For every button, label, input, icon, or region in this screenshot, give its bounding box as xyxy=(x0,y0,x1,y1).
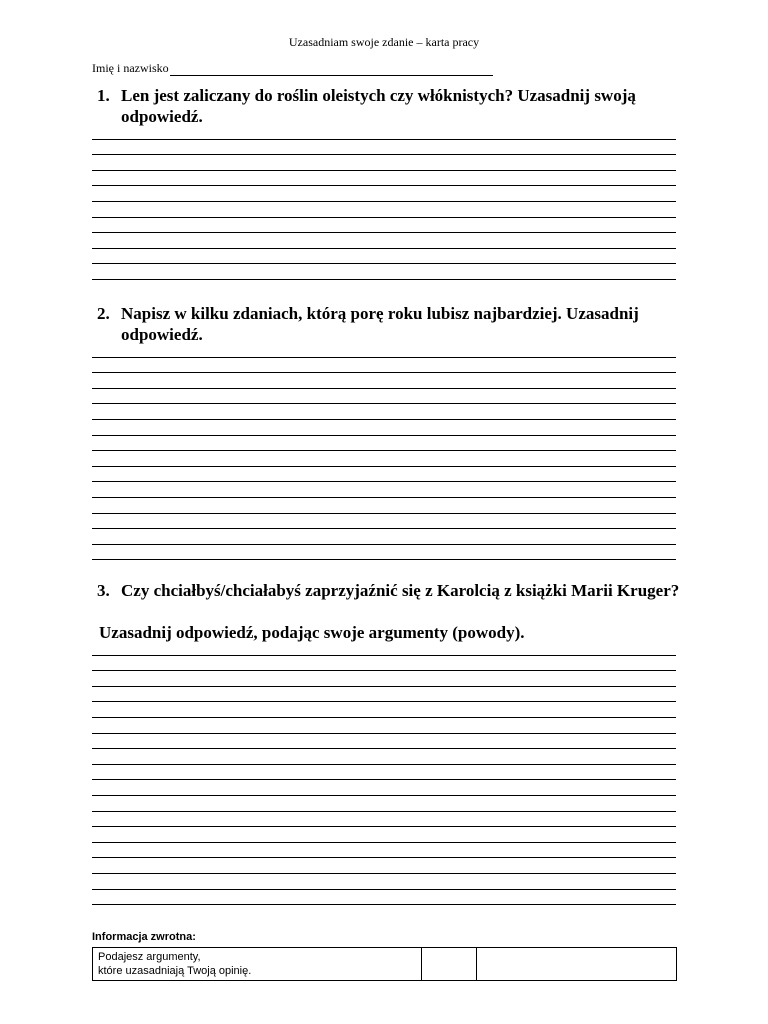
name-field-row xyxy=(92,61,493,76)
question-2 xyxy=(97,303,687,345)
feedback-label: Informacja zwrotna: xyxy=(92,931,196,943)
question-text: Napisz w kilku zdaniach, którą porę roku lubisz najbardziej. Uzasadnij odpowiedź. xyxy=(121,304,639,344)
question-number: 1. xyxy=(97,86,110,105)
feedback-table xyxy=(92,947,677,981)
answer-line[interactable] xyxy=(92,640,676,656)
question-number: 2. xyxy=(97,304,110,323)
answer-line[interactable] xyxy=(92,749,676,765)
question-text: Czy chciałbyś/chciałabyś zaprzyjaźnić się z Karolcią z książki Marii Kruger? xyxy=(121,581,680,600)
answer-line[interactable] xyxy=(92,718,676,734)
feedback-criterion-line2: które uzasadniają Twoją opinię. xyxy=(98,965,252,977)
feedback-check-cell[interactable] xyxy=(422,948,477,981)
answer-line[interactable] xyxy=(92,389,676,405)
answer-lines-1[interactable] xyxy=(92,124,676,280)
name-label: Imię i nazwisko xyxy=(92,61,169,75)
answer-line[interactable] xyxy=(92,498,676,514)
answer-line[interactable] xyxy=(92,765,676,781)
answer-line[interactable] xyxy=(92,827,676,843)
answer-line[interactable] xyxy=(92,858,676,874)
answer-line[interactable] xyxy=(92,202,676,218)
answer-line[interactable] xyxy=(92,373,676,389)
answer-line[interactable] xyxy=(92,124,676,140)
answer-line[interactable] xyxy=(92,233,676,249)
answer-lines-2[interactable] xyxy=(92,342,676,560)
answer-line[interactable] xyxy=(92,780,676,796)
name-input-line[interactable] xyxy=(170,64,493,76)
answer-line[interactable] xyxy=(92,358,676,374)
answer-lines-3[interactable] xyxy=(92,640,676,905)
answer-line[interactable] xyxy=(92,529,676,545)
answer-line[interactable] xyxy=(92,796,676,812)
answer-line[interactable] xyxy=(92,545,676,561)
answer-line[interactable] xyxy=(92,249,676,265)
answer-line[interactable] xyxy=(92,482,676,498)
question-number: 3. xyxy=(97,581,110,600)
feedback-comment-cell[interactable] xyxy=(477,948,677,981)
answer-line[interactable] xyxy=(92,186,676,202)
answer-line[interactable] xyxy=(92,404,676,420)
answer-line[interactable] xyxy=(92,140,676,156)
answer-line[interactable] xyxy=(92,264,676,280)
question-text: Len jest zaliczany do roślin oleistych czy włóknistych? Uzasadnij swoją odpowiedź. xyxy=(121,86,636,126)
answer-line[interactable] xyxy=(92,734,676,750)
answer-line[interactable] xyxy=(92,342,676,358)
answer-line[interactable] xyxy=(92,451,676,467)
answer-line[interactable] xyxy=(92,874,676,890)
answer-line[interactable] xyxy=(92,514,676,530)
answer-line[interactable] xyxy=(92,702,676,718)
page-title: Uzasadniam swoje zdanie – karta pracy xyxy=(288,35,480,49)
answer-line[interactable] xyxy=(92,171,676,187)
answer-line[interactable] xyxy=(92,671,676,687)
answer-line[interactable] xyxy=(92,843,676,859)
answer-line[interactable] xyxy=(92,218,676,234)
answer-line[interactable] xyxy=(92,467,676,483)
answer-line[interactable] xyxy=(92,420,676,436)
question-1 xyxy=(97,85,687,127)
question-3-subtext: Uzasadnij odpowiedź, podając swoje argumenty (powody). xyxy=(99,623,525,642)
feedback-criterion-line1: Podajesz argumenty, xyxy=(98,951,201,963)
answer-line[interactable] xyxy=(92,436,676,452)
answer-line[interactable] xyxy=(92,812,676,828)
answer-line[interactable] xyxy=(92,890,676,906)
answer-line[interactable] xyxy=(92,656,676,672)
answer-line[interactable] xyxy=(92,687,676,703)
feedback-criterion xyxy=(93,948,422,981)
question-3 xyxy=(97,580,687,601)
feedback-row xyxy=(93,948,677,981)
answer-line[interactable] xyxy=(92,155,676,171)
